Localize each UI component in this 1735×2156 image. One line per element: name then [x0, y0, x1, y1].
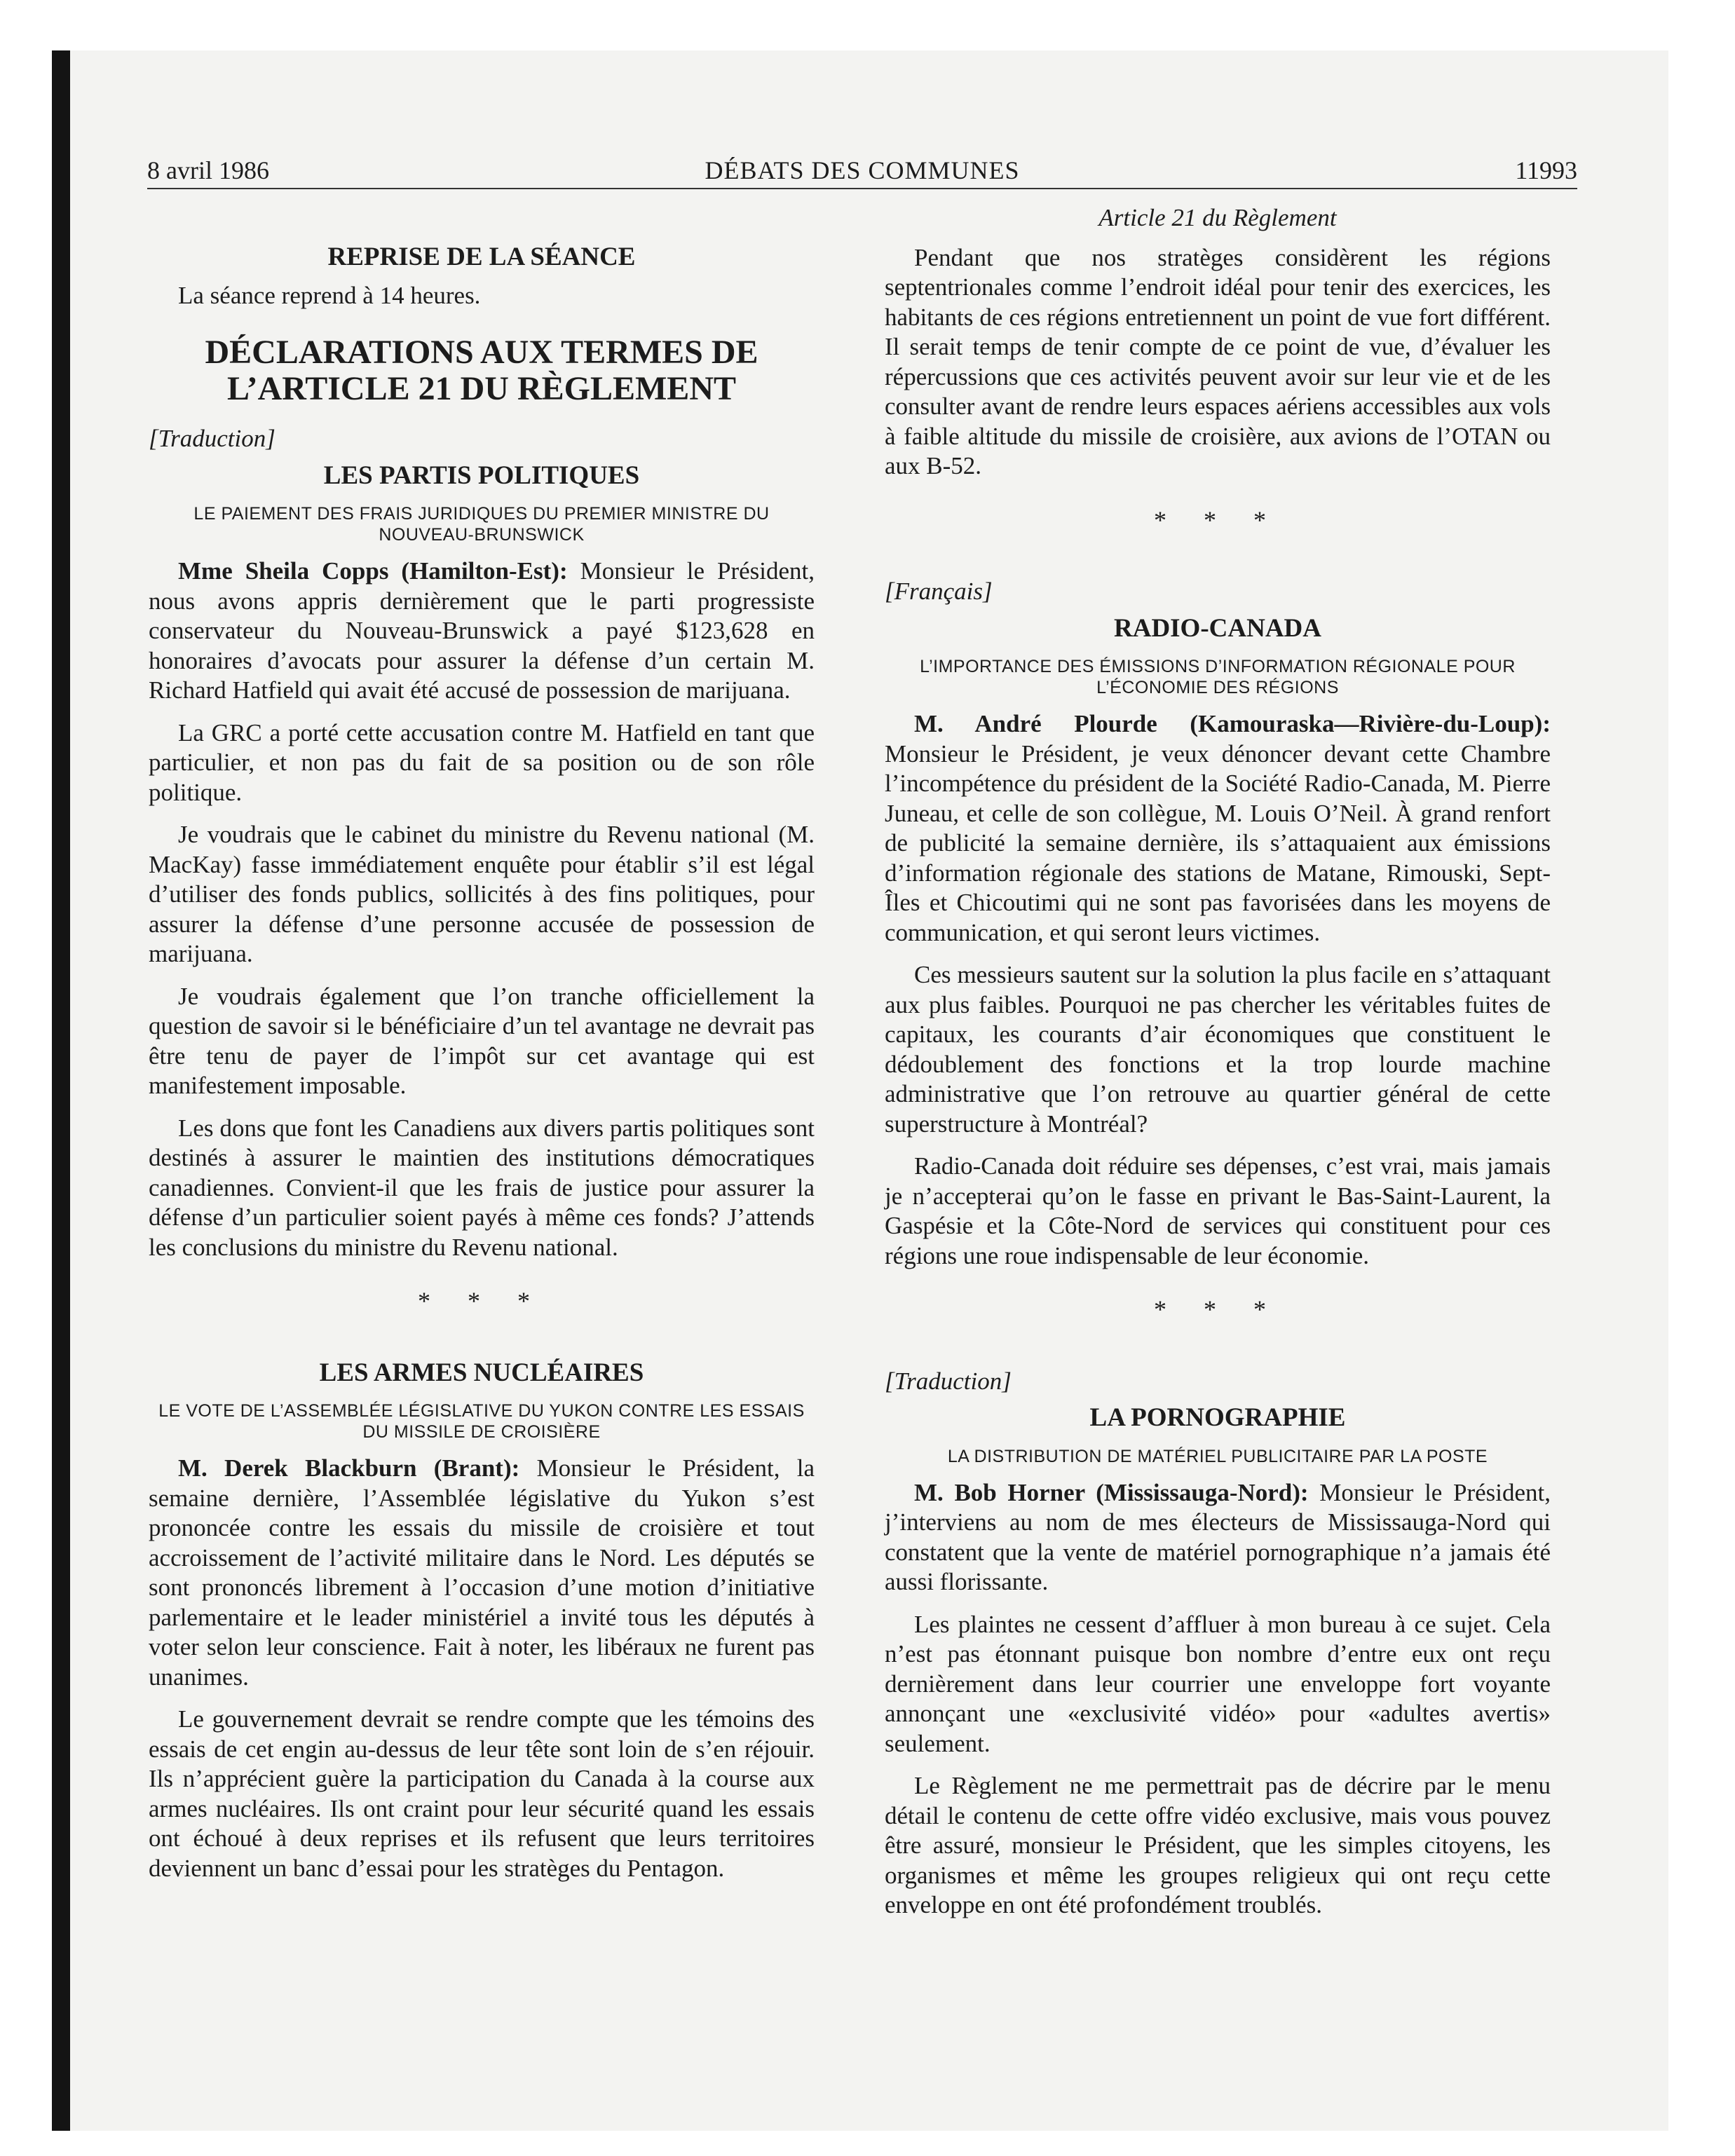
- header-page-number: 11993: [1515, 156, 1577, 184]
- blackburn-paragraph-1: [149, 1454, 815, 1692]
- speaker-copps: Mme Sheila Copps (Hamilton-Est):: [178, 557, 568, 585]
- porno-heading: LA PORNOGRAPHIE: [1089, 1403, 1346, 1432]
- copps-paragraph-2: La GRC a porté cette accusation contre M. Hatfield en tant que particulier, et non pas du fait de sa position ou de son rôle politique.: [149, 718, 815, 806]
- plourde-paragraph-2: Ces messieurs sautent sur la solution la plus facile en s’attaquant aux plus faibles. Pourquoi ne pas chercher les véritables fuites de capitaux, les courants d’air économiques que constituent le dédoublement des fonctions et la trop lourde machine administrative que l’on retrouve au quartier général de cette superstructure à Montréal?: [885, 961, 1551, 1138]
- copps-paragraph-5: Les dons que font les Canadiens aux divers partis politiques sont destinés à assurer le maintien des institutions démocratiques canadiennes. Convient-il que les frais de justice pour assurer la défense d’un particulier soient payés à même ces fonds? J’attends les conclusions du ministre du Revenu national.: [149, 1114, 815, 1261]
- traduction-label: [Traduction]: [149, 425, 275, 452]
- reprise-text: La séance reprend à 14 heures.: [178, 281, 481, 309]
- scan-edge: [52, 50, 70, 2131]
- plourde-text-1: Monsieur le Président, je veux dénoncer devant cette Chambre l’incompétence du président de la Société Radio-Canada, M. Pierre Juneau, et celle de son collègue, M. Louis O’Neil. À grand renfort de publicité la semaine dernière, ils s’attaquaient aux émissions d’information régionale des stations de Matane, Rimouski, Sept-Îles et Chicoutimi qui ne sont pas favorisées dans les moyens de communication, et qui seront leurs victimes.: [885, 739, 1551, 946]
- horner-paragraph-1: [885, 1478, 1551, 1597]
- copps-text-1: Monsieur le Président, nous avons appris dernièrement que le parti progressiste conservateur du Nouveau-Brunswick a payé $123,628 en honoraires d’avocats pour assurer la défense d’un certain M. Richard Hatfield qui avait été accusé de possession de marijuana.: [149, 557, 815, 704]
- horner-paragraph-3: Le Règlement ne me permettrait pas de décrire par le menu détail le contenu de cette offre vidéo exclusive, mais vous pouvez être assuré, monsieur le Président, que les simples citoyens, les organismes et même les groupes religieux qui ont reçu cette enveloppe en ont été profondément troublés.: [885, 1772, 1551, 1918]
- armes-subhead: LE VOTE DE L’ASSEMBLÉE LÉGISLATIVE DU YUKON CONTRE LES ESSAIS DU MISSILE DE CROISIÈRE: [158, 1401, 805, 1442]
- header-publication: DÉBATS DES COMMUNES: [705, 156, 1020, 184]
- traduction-label: [Traduction]: [885, 1367, 1012, 1395]
- plourde-paragraph-1: [885, 709, 1551, 948]
- blackburn-paragraph-3: Pendant que nos stratèges considèrent les régions septentrionales comme l’endroit idéal pour tenir des exercices, les habitants de ces régions entretiennent un point de vue fort différent. Il serait temps de tenir compte de ce point de vue, d’évaluer les répercussions que ces activités peuvent avoir sur leur vie et de les consulter avant de rendre leurs espaces aériens accessibles aux vols à faible altitude du missile de croisière, aux avions de l’OTAN ou aux B-52.: [885, 243, 1551, 479]
- left-column: [149, 238, 815, 1896]
- declarations-heading: DÉCLARATIONS AUX TERMES DE L’ARTICLE 21 DU RÈGLEMENT: [205, 334, 758, 407]
- partis-heading: LES PARTIS POLITIQUES: [323, 460, 640, 490]
- running-head: Article 21 du Règlement: [1098, 204, 1337, 231]
- right-column: [885, 203, 1551, 1933]
- partis-subhead: LE PAIEMENT DES FRAIS JURIDIQUES DU PREMIER MINISTRE DU NOUVEAU-BRUNSWICK: [193, 504, 770, 545]
- page-header: [147, 156, 1577, 192]
- section-separator: * * *: [1154, 1295, 1281, 1323]
- blackburn-text-1: Monsieur le Président, la semaine dernière, l’Assemblée législative du Yukon s’est prononcée contre les essais du missile de croisière et tout accroissement de l’activité militaire dans le Nord. Les députés se sont prononcés librement à l’occasion d’une motion d’initiative parlementaire et le leader ministériel a invité tous les députés à voter selon leur conscience. Fait à noter, les libéraux ne furent pas unanimes.: [149, 1454, 815, 1691]
- horner-paragraph-2: Les plaintes ne cessent d’affluer à mon bureau à ce sujet. Cela n’est pas étonnant puisque bon nombre d’entre eux ont reçu dernièrement dans leur courrier une enveloppe fort voyante annonçant une «exclusivité vidéo» pour «adultes avertis» seulement.: [885, 1610, 1551, 1757]
- francais-label: [Français]: [885, 578, 993, 605]
- radio-heading: RADIO-CANADA: [1114, 613, 1321, 643]
- reprise-heading: REPRISE DE LA SÉANCE: [327, 243, 636, 271]
- armes-heading: LES ARMES NUCLÉAIRES: [319, 1358, 644, 1387]
- speaker-plourde: M. André Plourde (Kamouraska—Rivière-du-Loup):: [914, 710, 1551, 737]
- header-date: 8 avril 1986: [147, 156, 269, 184]
- speaker-horner: M. Bob Horner (Mississauga-Nord):: [914, 1478, 1309, 1506]
- speaker-blackburn: M. Derek Blackburn (Brant):: [178, 1454, 520, 1482]
- porno-subhead: LA DISTRIBUTION DE MATÉRIEL PUBLICITAIRE PAR LA POSTE: [947, 1446, 1488, 1466]
- copps-paragraph-3: Je voudrais que le cabinet du ministre du Revenu national (M. MacKay) fasse immédiatement enquête pour établir s’il est légal d’utiliser des fonds publics, sollicités à des fins politiques, pour assurer la défense d’une personne accusée de possession de marijuana.: [149, 821, 815, 967]
- plourde-paragraph-3: Radio-Canada doit réduire ses dépenses, c’est vrai, mais jamais je n’accepterai qu’on le fasse en privant le Bas-Saint-Laurent, la Gaspésie et la Côte-Nord de services qui constituent pour ces régions une roue indispensable de leur économie.: [885, 1152, 1551, 1269]
- radio-subhead: L’IMPORTANCE DES ÉMISSIONS D’INFORMATION RÉGIONALE POUR L’ÉCONOMIE DES RÉGIONS: [920, 657, 1516, 697]
- copps-paragraph-1: [149, 557, 815, 706]
- section-separator: * * *: [1154, 505, 1281, 534]
- section-separator: * * *: [418, 1287, 545, 1315]
- horner-text-1: Monsieur le Président, j’interviens au nom de mes électeurs de Mississauga-Nord qui constatent que la vente de matériel pornographique n’a jamais été aussi florissante.: [885, 1478, 1551, 1595]
- copps-paragraph-4: Je voudrais également que l’on tranche officiellement la question de savoir si le bénéficiaire d’un tel avantage ne devrait pas être tenu de payer de l’impôt sur cet avantage qui est manifestement imposable.: [149, 982, 815, 1099]
- blackburn-paragraph-2: Le gouvernement devrait se rendre compte que les témoins des essais de cet engin au-dessus de leur tête sont loin de s’en réjouir. Ils n’apprécient guère la participation du Canada à la course aux armes nucléaires. Ils ont craint pour leur sécurité quand les essais ont échoué à deux reprises et ils refusent que leurs territoires deviennent un banc d’essai pour les stratèges du Pentagon.: [149, 1705, 815, 1882]
- header-rule: [147, 188, 1577, 189]
